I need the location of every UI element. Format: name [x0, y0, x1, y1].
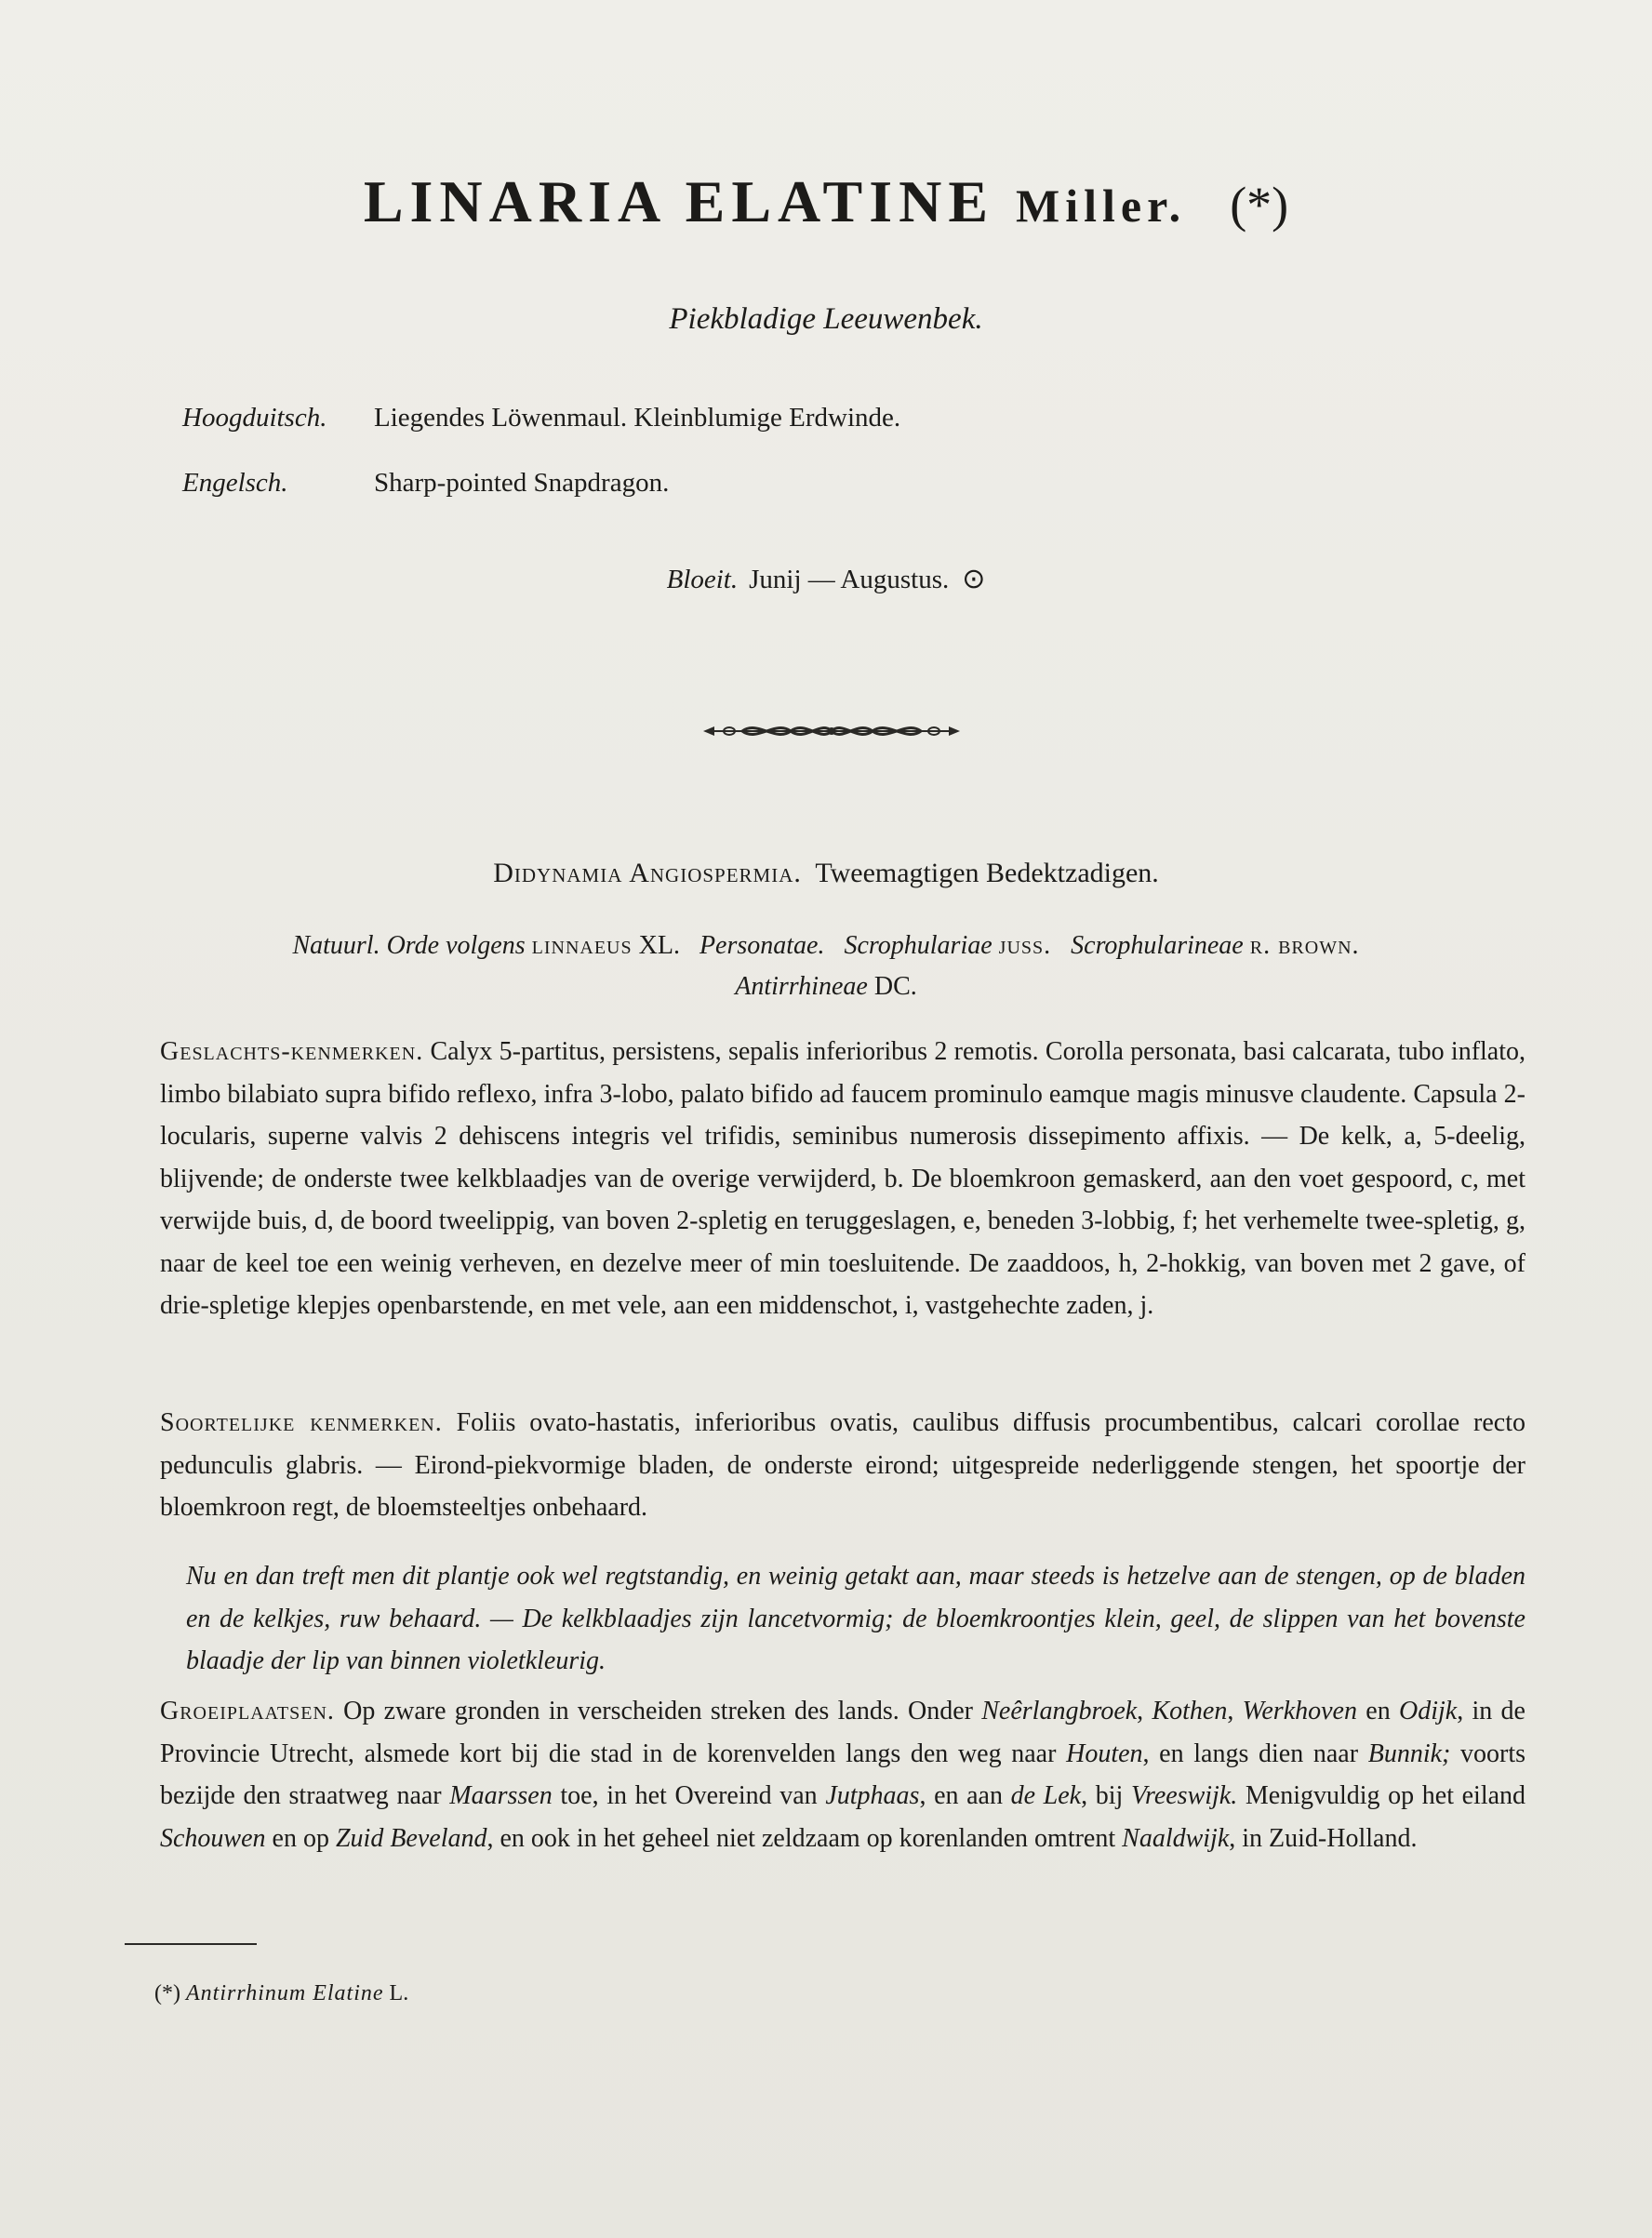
natural-order-label: Natuurl. Orde volgens — [292, 931, 526, 960]
species-characters — [160, 1402, 1525, 1529]
remark-paragraph: Nu en dan treft men dit plantje ook wel regtstandig, en weinig getakt aan, maar steeds is hetzelve aan de stengen, op de bladen en de kelkjes, ruw behaard. — De kelkblaadjes zijn lancetvormig; de bloemkroontjes klein, geel, de slippen van het bovenste blaadje der lip van binnen violetkleurig. — [186, 1562, 1525, 1675]
vernacular-name: Piekbladige Leeuwenbek. — [669, 302, 983, 336]
place-name: Jutphaas — [825, 1781, 920, 1810]
page-title — [0, 167, 1652, 236]
language-value: Liegendes Löwenmaul. Kleinblumige Erdwinde. — [374, 403, 901, 433]
place-name: Schouwen — [160, 1823, 266, 1853]
genus-characters-label: Geslachts-kenmerken. — [160, 1037, 424, 1066]
footnote-author: L. — [389, 1981, 409, 2005]
linnaean-classification — [0, 858, 1652, 889]
habitat-text: Op zware gronden in verscheiden streken des lands. Onder — [343, 1697, 973, 1725]
place-name: Maarssen — [449, 1781, 553, 1810]
species-characters-text: Foliis ovato-hastatis, inferioribus ovatis, caulibus diffusis procumbentibus, calcari corollae recto pedunculis glabris. — Eirond-piekvormige bladen, de onderste eirond; uitgespreide nederliggende stengen, het spoortje der bloemkroon regt, de bloemsteeltjes onbehaard. — [160, 1408, 1526, 1522]
habitat-text: , in de Provincie Utrecht, alsmede kort bij die stad in de korenvelden langs den weg naar — [160, 1697, 1525, 1768]
annual-symbol-icon: ⊙ — [962, 564, 986, 594]
place-name: Neêrlangbroek — [981, 1697, 1138, 1725]
place-name: Odijk — [1399, 1697, 1458, 1725]
class-dutch: Tweemagtigen Bedektzadigen. — [815, 858, 1159, 888]
order-personatae: Personatae. — [699, 931, 825, 960]
place-name: Bunnik; — [1367, 1738, 1451, 1768]
author-dc: DC. — [873, 972, 917, 1001]
habitat-text: , bij — [1081, 1781, 1124, 1810]
name-row-english — [182, 468, 669, 499]
flowering-label: Bloeit. — [666, 565, 739, 594]
habitat-label: Groeiplaatsen. — [160, 1697, 335, 1725]
title-main: LINARIA ELATINE — [363, 168, 995, 234]
order-scrophulariae: Scrophulariae — [844, 931, 993, 960]
genus-characters — [160, 1031, 1525, 1327]
habitat-text: , en aan — [919, 1781, 1003, 1810]
habitat-text: , — [1227, 1697, 1234, 1725]
footnote-mark: (*) — [154, 1981, 180, 2005]
genus-characters-text: Calyx 5-partitus, persistens, sepalis inferioribus 2 remotis. Corolla personata, basi calcarata, tubo inflato, limbo bilabiato supra bifido reflexo, infra 3-lobo, palato bifido ad faucem prominulo eamque magis minusve claudente. Capsula 2-locularis, superne valvis 2 dehiscens integris vel trifidis, seminibus numerosis dissepimento affixis. — De kelk, a, 5-deelig, blijvende; de onderste twee kelkblaadjes van de overige verwijderd, b. De bloemkroon gemaskerd, aan den voet gespoord, c, met verwijde buis, d, de boord tweelippig, van boven 2-spletig en teruggeslagen, e, beneden 3-lobbig, f; het verhemelte twee-spletig, g, naar de keel toe een weinig verheven, en dezelve meer of min toesluitende. De zaaddoos, h, 2-hokkig, van boven met 2 gave, of drie-spletige klepjes openbarstende, en met vele, aan een middenschot, i, vastgehechte zaden, j. — [160, 1037, 1526, 1320]
place-name: Naaldwijk — [1122, 1823, 1230, 1853]
footnote — [154, 1981, 408, 2006]
place-name: Houten — [1066, 1738, 1143, 1768]
habitat-text: , en ook in het geheel niet zeldzaam op korenlanden omtrent — [486, 1823, 1116, 1853]
order-scrophularineae: Scrophularineae — [1071, 931, 1244, 960]
author-brown: r. brown. — [1249, 931, 1360, 960]
class-latin: Didynamia Angiospermia. — [493, 858, 802, 888]
place-name: de Lek — [1010, 1781, 1082, 1810]
flowering-period: Junij — Augustus. — [749, 565, 950, 594]
author-jussieu: juss. — [998, 931, 1052, 960]
title-footnote-mark: (*) — [1230, 177, 1289, 233]
name-row-german — [182, 403, 900, 433]
language-label: Hoogduitsch. — [182, 403, 327, 433]
order-antirrhineae: Antirrhineae — [735, 972, 868, 1001]
habitat-text: , — [1137, 1697, 1144, 1725]
species-characters-label: Soortelijke kenmerken. — [160, 1408, 443, 1437]
footnote-synonym: Antirrhinum Elatine — [185, 1981, 384, 2005]
language-label: Engelsch. — [182, 468, 288, 498]
natural-order-line-1 — [0, 926, 1652, 966]
habitat-text: toe, in het Overeind van — [560, 1781, 818, 1810]
natural-order — [0, 926, 1652, 1007]
place-name: Vreeswijk. — [1130, 1781, 1238, 1810]
footnote-rule — [125, 1943, 257, 1945]
habitat-text: , en langs dien naar — [1142, 1738, 1359, 1768]
habitat-text: en — [1366, 1697, 1391, 1725]
habitat-text: Menigvuldig op het eiland — [1245, 1781, 1526, 1810]
author-linnaeus: linnaeus — [531, 931, 633, 960]
place-name: Zuid Beveland — [335, 1823, 487, 1853]
place-name: Werkhoven — [1242, 1697, 1357, 1725]
title-author: Miller. — [1016, 180, 1187, 232]
habitat-text: , in Zuid-Holland. — [1229, 1823, 1418, 1853]
language-value: Sharp-pointed Snapdragon. — [374, 468, 670, 498]
habitat-text: en op — [272, 1823, 329, 1853]
ornament-divider-icon — [701, 718, 962, 744]
place-name: Kothen — [1152, 1697, 1228, 1725]
flowering-line — [0, 563, 1652, 595]
order-number: XL. — [638, 931, 680, 960]
habitat-text: voorts bezijde den straatweg naar — [160, 1738, 1526, 1810]
natural-order-line-2 — [0, 966, 1652, 1007]
habitat-paragraph — [160, 1690, 1525, 1859]
